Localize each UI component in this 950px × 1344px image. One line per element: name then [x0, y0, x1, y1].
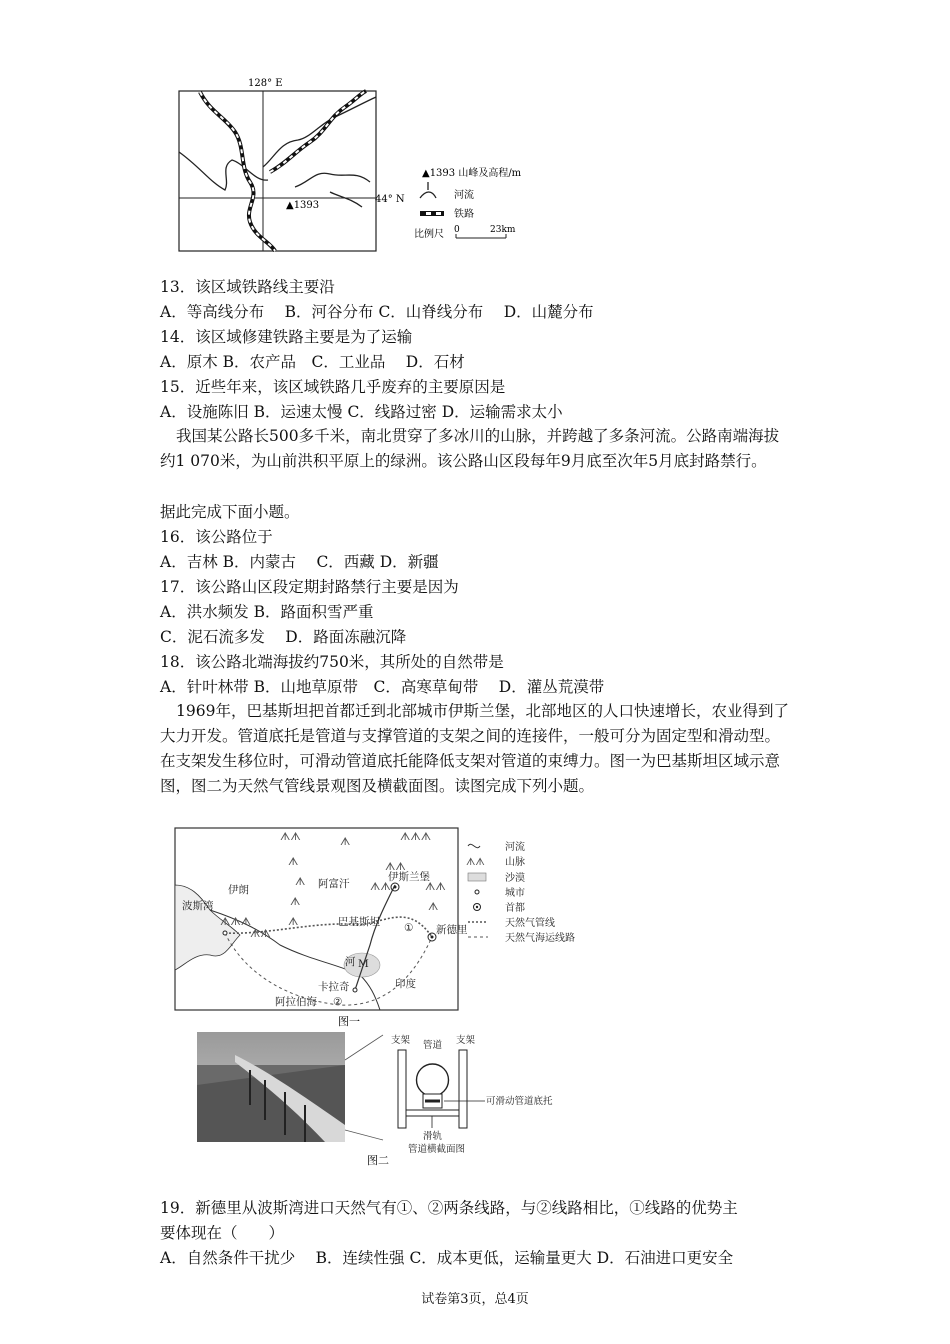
question-13-stem: 13．该区域铁路线主要沿 — [160, 278, 335, 296]
fig1-legend-river: 河流 — [505, 842, 525, 853]
label-pakistan: 巴基斯坦 — [338, 916, 380, 928]
label-islamabad: 伊斯兰堡 — [388, 871, 430, 883]
question-19-stem-line2: 要体现在（ ） — [160, 1224, 285, 1242]
passage-1: 我国某公路长500多千米，南北贯穿了多冰川的山脉，并跨越了多条河流。公路南端海拔约1 070米，为山前洪积平原上的绿洲。该公路山区段每年9月底至次年5月底封路禁行。 — [160, 427, 780, 470]
page-footer: 试卷第3页，总4页 — [421, 1292, 529, 1307]
label-river: 河 — [345, 956, 356, 968]
fig1-legend-desert: 沙漠 — [505, 873, 525, 884]
svg-text:ᗑᗑ: ᗑᗑ — [370, 880, 391, 893]
longitude-label: 128° E — [248, 78, 283, 89]
label-section: 管道横截面图 — [408, 1144, 466, 1155]
fig1-legend-mountain: 山脉 — [505, 857, 525, 868]
fig1-legend-sea-route: 天然气海运线路 — [505, 933, 575, 944]
question-17-options-ab: A．洪水频发 B．路面积雪严重 — [160, 603, 374, 621]
fig1-legend-pipeline: 天然气管线 — [505, 918, 555, 929]
question-14-options: A．原木 B．农产品 C．工业品 D．石材 — [160, 353, 465, 371]
label-iran: 伊朗 — [228, 884, 249, 896]
svg-text:ᗑ: ᗑ — [428, 900, 439, 913]
question-18-options: A．针叶林带 B．山地草原带 C．高寒草甸带 D．灌丛荒漠带 — [160, 678, 605, 696]
legend-scale-end: 23km — [490, 225, 516, 235]
svg-text:ᗑᗑ: ᗑᗑ — [280, 830, 301, 843]
label-support-left: 支架 — [391, 1035, 411, 1046]
label-arabian-sea: 阿拉伯海 — [275, 996, 317, 1008]
svg-text:ᗑ: ᗑ — [288, 915, 299, 928]
question-15-options: A．设施陈旧 B．运速太慢 C．线路过密 D．运输需求太小 — [160, 403, 563, 421]
passage-2: 1969年，巴基斯坦把首都迁到北部城市伊斯兰堡，北部地区的人口快速增长，农业得到了大力开发。管道底托是管道与支撑管道的支架之间的连接件，一般可分为固定型和滑动型。在支架发生移位时，可滑动管道底托能降低支架对管道的束缚力。图一为巴基斯坦区域示意图，图二为天然气管线景观图及横截面图。读图完成下列小题。 — [160, 702, 789, 795]
fig1-legend-city: 城市 — [505, 888, 525, 899]
label-persian-gulf: 波斯湾 — [182, 900, 214, 912]
svg-text:ᗑᗑ: ᗑᗑ — [425, 880, 446, 893]
peak-label: ▲1393 — [286, 200, 320, 211]
label-slider: 可滑动管道底托 — [486, 1096, 553, 1107]
question-16-stem: 16．该公路位于 — [160, 528, 273, 546]
question-17-options-cd: C．泥石流多发 D．路面冻融沉降 — [160, 628, 407, 646]
question-18-stem: 18．该公路北端海拔约750米，其所处的自然带是 — [160, 653, 504, 671]
label-afghanistan: 阿富汗 — [318, 878, 350, 890]
legend-river: 河流 — [454, 190, 474, 201]
question-19-stem-line1: 19．新德里从波斯湾进口天然气有①、②两条线路，与②线路相比，①线路的优势主 — [160, 1199, 738, 1217]
svg-text:ᗑ: ᗑ — [295, 875, 306, 888]
question-14-stem: 14．该区域修建铁路主要是为了运输 — [160, 328, 413, 346]
figure-2-caption: 图二 — [367, 1154, 389, 1167]
svg-text:ᗑ: ᗑ — [340, 835, 351, 848]
region-map-1 — [170, 72, 530, 257]
question-15-stem: 15．近些年来，该区域铁路几乎废弃的主要原因是 — [160, 378, 506, 396]
label-karachi: 卡拉奇 — [318, 981, 350, 993]
legend-scale-label: 比例尺 — [414, 229, 444, 240]
label-pipe: 管道 — [423, 1040, 443, 1051]
svg-text:ᗑᗑ: ᗑᗑ — [385, 860, 406, 873]
figure-2 — [195, 1030, 600, 1170]
legend-rail: 铁路 — [454, 209, 474, 220]
label-m: M — [358, 958, 369, 970]
label-rail: 滑轨 — [423, 1131, 443, 1142]
fig1-legend-capital: 首都 — [505, 903, 525, 914]
latitude-label: 44° N — [375, 194, 405, 205]
svg-text:ᗑᗑᗑ: ᗑᗑᗑ — [400, 830, 432, 843]
instruction-1: 据此完成下面小题。 — [160, 503, 300, 521]
svg-text:ᗑᗑ: ᗑᗑ — [466, 857, 485, 868]
question-13-options: A．等高线分布 B．河谷分布 C．山脊线分布 D．山麓分布 — [160, 303, 594, 321]
svg-text:ᗑᗑᗑ: ᗑᗑᗑ — [220, 915, 252, 928]
label-support-right: 支架 — [456, 1035, 476, 1046]
label-route-2: ② — [333, 996, 343, 1008]
question-16-options: A．吉林 B．内蒙古 C．西藏 D．新疆 — [160, 553, 439, 571]
svg-text:ᗑ: ᗑ — [290, 895, 301, 908]
label-india: 印度 — [395, 978, 416, 990]
figure-1-caption: 图一 — [338, 1015, 360, 1028]
svg-text:ᗑᗑ: ᗑᗑ — [250, 927, 271, 940]
legend-scale-zero: 0 — [454, 225, 460, 235]
label-new-delhi: 新德里 — [436, 924, 468, 936]
question-19-options: A．自然条件干扰少 B．连续性强 C．成本更低，运输量更大 D．石油进口更安全 — [160, 1249, 734, 1267]
svg-text:ᗑ: ᗑ — [288, 855, 299, 868]
question-17-stem: 17．该公路山区段定期封路禁行主要是因为 — [160, 578, 459, 596]
legend-peak: ▲1393 山峰及高程/m — [422, 168, 522, 179]
label-route-1: ① — [404, 922, 414, 934]
figure-1-map — [170, 825, 600, 1030]
